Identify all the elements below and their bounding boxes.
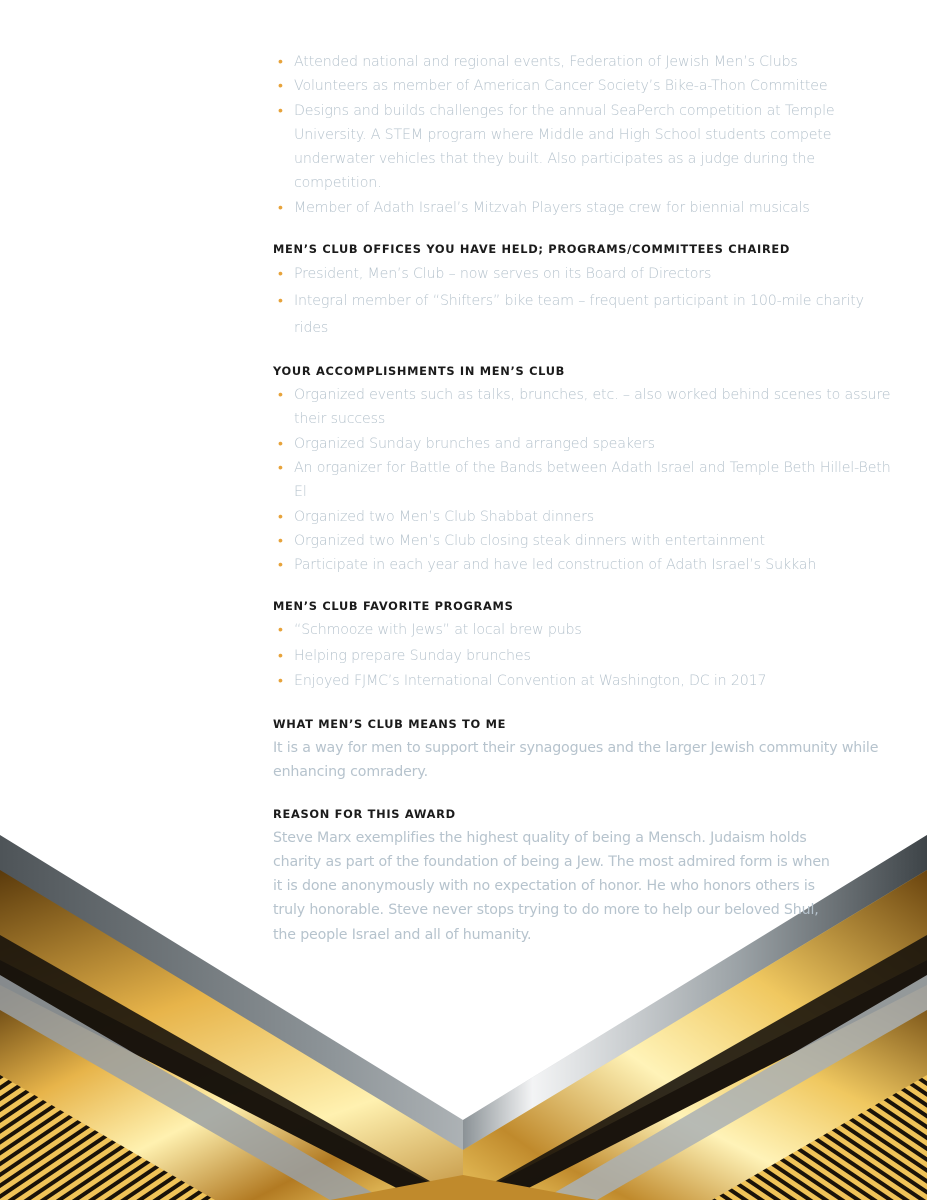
bullet-icon: • xyxy=(278,508,283,525)
list-item xyxy=(273,50,893,74)
list-item xyxy=(273,456,893,505)
list-item xyxy=(273,261,893,288)
list-item-text: Attended national and regional events, Federation of Jewish Men’s Clubs xyxy=(294,54,798,70)
list-item-text: Integral member of “Shifters” bike team – frequent participant in 100-mile charity rides xyxy=(294,293,864,337)
list-item xyxy=(273,669,893,695)
list-item xyxy=(273,74,893,98)
reason-section xyxy=(273,807,893,947)
reason-heading: REASON FOR THIS AWARD xyxy=(273,806,456,821)
favorites-heading: MEN’S CLUB FAVORITE PROGRAMS xyxy=(273,599,514,614)
bullet-icon: • xyxy=(278,266,283,283)
favorites-section xyxy=(273,599,893,695)
list-item xyxy=(273,529,893,553)
bullet-icon: • xyxy=(278,532,283,549)
list-item-text: “Schmooze with Jews” at local brew pubs xyxy=(294,622,582,639)
bullet-icon: • xyxy=(278,673,283,690)
meaning-text: It is a way for men to support their synagogues and the larger Jewish community while enhancing comradery. xyxy=(273,739,879,781)
bullet-icon: • xyxy=(278,54,283,70)
list-item xyxy=(273,553,893,577)
list-item-text: An organizer for Battle of the Bands between Adath Israel and Temple Beth Hillel-Beth El xyxy=(294,459,891,501)
list-item xyxy=(273,288,893,342)
list-item-text: Participate in each year and have led construction of Adath Israel’s Sukkah xyxy=(294,557,817,574)
list-item-text: Volunteers as member of American Cancer Society’s Bike-a-Thon Committee xyxy=(294,78,828,95)
bullet-icon: • xyxy=(278,199,283,216)
list-item-text: Organized two Men’s Club Shabbat dinners xyxy=(294,508,595,525)
favorites-list xyxy=(273,618,893,695)
offices-section xyxy=(273,242,893,342)
list-item-text: Designs and builds challenges for the annual SeaPerch competition at Temple University. A STEM program where Middle and High School students compete underwater vehicles that they built. Also participates as a judge during the competition. xyxy=(294,102,835,192)
list-item-text: Enjoyed FJMC’s International Convention at Washington, DC in 2017 xyxy=(294,673,767,690)
bullet-icon: • xyxy=(278,435,283,452)
bullet-icon: • xyxy=(278,387,283,404)
list-item xyxy=(273,618,893,644)
list-item-text: Organized two Men’s Club closing steak dinners with entertainment xyxy=(294,532,765,549)
intro-bullet-list xyxy=(273,50,893,220)
accomplishments-list xyxy=(273,383,893,577)
list-item xyxy=(273,383,893,432)
offices-list xyxy=(273,261,893,342)
list-item xyxy=(273,505,893,529)
list-item-text: Organized Sunday brunches and arranged speakers xyxy=(294,435,655,452)
reason-text: Steve Marx exemplifies the highest quality of being a Mensch. Judaism holds charity as part of the foundation of being a Jew. The most admired form is when it is done anonymously with no expectation of honor. He who honors others is truly honorable. Steve never stops trying to do more to help our beloved Shul, the people Israel and all of humanity. xyxy=(273,829,830,943)
list-item xyxy=(273,99,893,196)
list-item-text: Organized events such as talks, brunches, etc. – also worked behind scenes to assure their success xyxy=(294,387,891,428)
bullet-icon: • xyxy=(278,78,283,95)
list-item-text: Member of Adath Israel’s Mitzvah Players stage crew for biennial musicals xyxy=(294,199,810,216)
list-item-text: Helping prepare Sunday brunches xyxy=(294,647,531,664)
bullet-icon: • xyxy=(278,647,283,664)
list-item-text: President, Men’s Club – now serves on its Board of Directors xyxy=(294,266,712,283)
offices-heading: MEN’S CLUB OFFICES YOU HAVE HELD; PROGRAMS/COMMITTEES CHAIRED xyxy=(273,242,791,257)
meaning-heading: WHAT MEN’S CLUB MEANS TO ME xyxy=(273,716,507,731)
bullet-icon: • xyxy=(278,622,283,639)
bullet-icon: • xyxy=(278,102,283,119)
list-item xyxy=(273,644,893,670)
bullet-icon: • xyxy=(278,459,283,476)
meaning-section xyxy=(273,717,893,785)
award-content xyxy=(273,50,893,947)
accomplishments-heading: YOUR ACCOMPLISHMENTS IN MEN’S CLUB xyxy=(273,364,566,379)
bullet-icon: • xyxy=(278,557,283,574)
list-item xyxy=(273,196,893,220)
list-item xyxy=(273,432,893,456)
bullet-icon: • xyxy=(278,293,283,310)
accomplishments-section xyxy=(273,364,893,577)
